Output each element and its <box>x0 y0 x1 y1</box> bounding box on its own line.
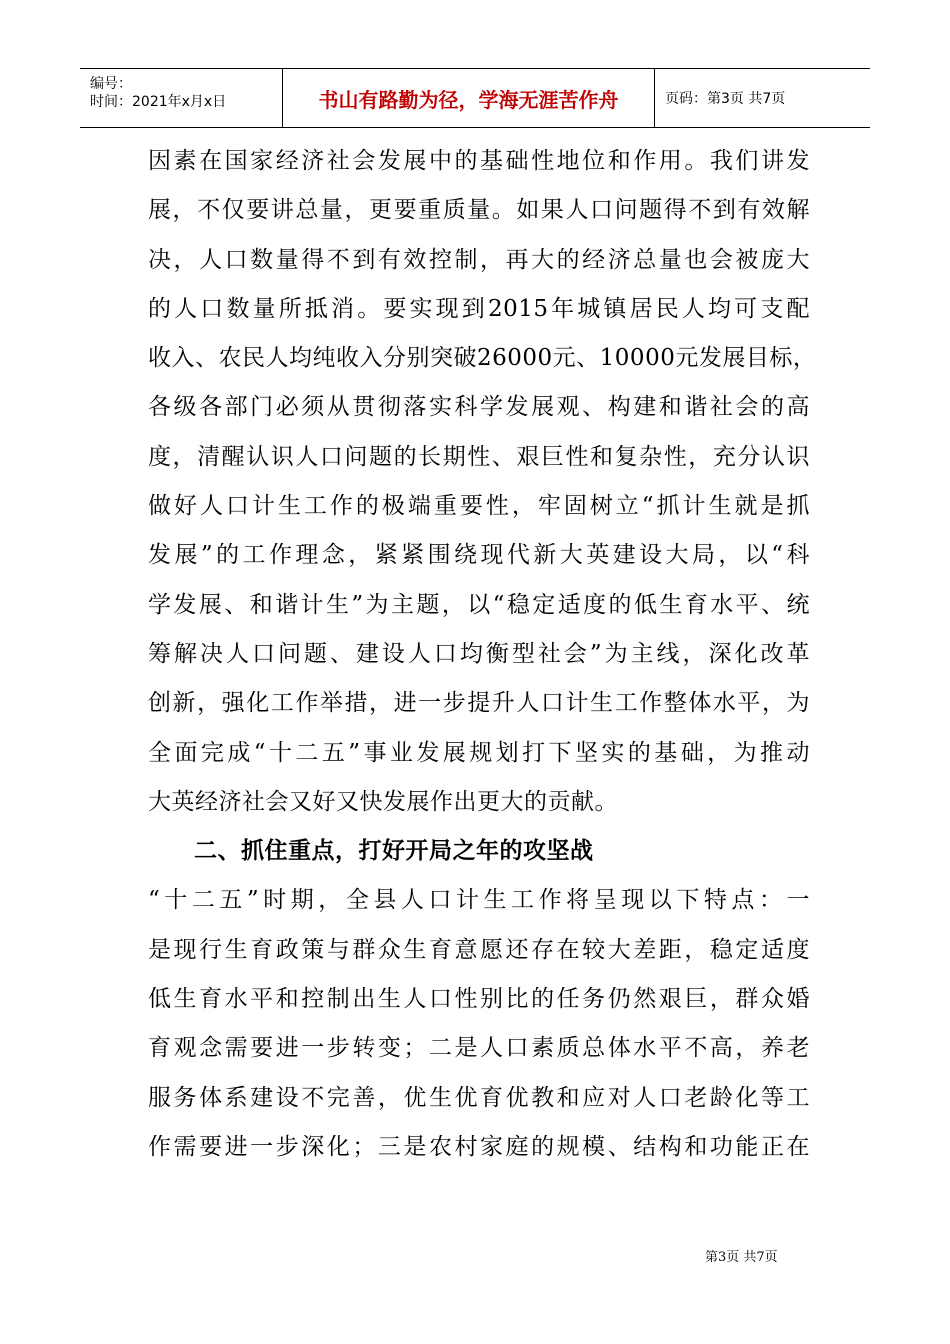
body-line: 度，清醒认识人口问题的长期性、艰巨性和复杂性，充分认识 <box>148 443 810 470</box>
header-meta <box>80 69 283 127</box>
body-line: 做好人口计生工作的极端重要性，牢固树立“抓计生就是抓 <box>148 493 810 520</box>
header-page-label: 页码：第3页 共7页 <box>665 91 786 107</box>
page-header <box>80 68 870 128</box>
section-line: 服务体系建设不完善，优生优育优教和应对人口老龄化等工 <box>148 1084 810 1111</box>
body-line: 收入、农民人均纯收入分别突破26000元、10000元发展目标， <box>148 345 817 372</box>
number-label: 编号： <box>90 76 132 92</box>
body-line: 大英经济社会又好又快发展作出更大的贡献。 <box>148 788 618 815</box>
section-line: 作需要进一步深化；三是农村家庭的规模、结构和功能正在 <box>148 1133 810 1160</box>
time-label: 时间：2021年x月x日 <box>90 94 227 110</box>
body-line: 创新，强化工作举措，进一步提升人口计生工作整体水平，为 <box>148 690 810 717</box>
section-line: 低生育水平和控制出生人口性别比的任务仍然艰巨，群众婚 <box>148 986 810 1013</box>
section-heading: 二、抓住重点，打好开局之年的攻坚战 <box>194 838 594 865</box>
body-line: 决，人口数量得不到有效控制，再大的经济总量也会被庞大 <box>148 246 810 273</box>
body-line: 展，不仅要讲总量，更要重质量。如果人口问题得不到有效解 <box>148 197 810 224</box>
body-line: 全面完成“十二五”事业发展规划打下坚实的基础，为推动 <box>148 739 810 766</box>
page-footer: 第3页 共7页 <box>705 1250 778 1265</box>
body-line: 各级各部门必须从贯彻落实科学发展观、构建和谐社会的高 <box>148 394 810 421</box>
document-body <box>148 137 817 1172</box>
section-line: 是现行生育政策与群众生育意愿还存在较大差距，稳定适度 <box>148 936 810 963</box>
body-line: 的人口数量所抵消。要实现到2015年城镇居民人均可支配 <box>148 295 810 322</box>
header-motto: 书山有路勤为径，学海无涯苦作舟 <box>283 69 655 127</box>
section-line: “十二五”时期，全县人口计生工作将呈现以下特点：一 <box>148 887 810 914</box>
body-line: 因素在国家经济社会发展中的基础性地位和作用。我们讲发 <box>148 148 810 174</box>
body-line: 发展”的工作理念，紧紧围绕现代新大英建设大局，以“科 <box>148 542 810 569</box>
body-line: 学发展、和谐计生”为主题，以“稳定适度的低生育水平、统 <box>148 591 810 618</box>
section-line: 育观念需要进一步转变；二是人口素质总体水平不高，养老 <box>148 1035 810 1062</box>
body-line: 筹解决人口问题、建设人口均衡型社会”为主线，深化改革 <box>148 640 810 667</box>
